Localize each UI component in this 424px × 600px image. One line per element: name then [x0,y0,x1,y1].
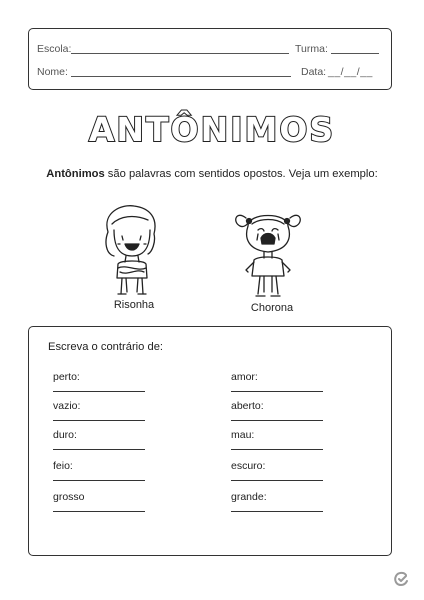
escola-label: Escola: [37,43,72,55]
turma-field[interactable] [331,53,379,54]
word-label: perto: [53,371,80,383]
data-label: Data: [301,66,327,78]
nome-field[interactable] [71,76,291,77]
checkmark-logo-icon [392,570,410,588]
answer-line[interactable] [53,391,145,392]
page-title: ANTÔNIMOS [88,110,336,149]
exercise-box [28,326,392,556]
intro-rest: são palavras com sentidos opostos. Veja um exemplo: [104,168,378,180]
exercise-instruction: Escreva o contrário de: [48,341,164,353]
nome-label: Nome: [37,66,68,78]
answer-line[interactable] [231,391,323,392]
intro-text [0,168,424,180]
word-label: grosso [53,491,85,503]
turma-label: Turma: [295,43,328,55]
word-label: aberto: [231,400,264,412]
intro-bold-term: Antônimos [46,168,105,180]
caption-risonha: Risonha [113,299,155,311]
answer-line[interactable] [53,480,145,481]
answer-line[interactable] [53,511,145,512]
answer-line[interactable] [231,420,323,421]
word-label: vazio: [53,400,81,412]
crying-girl-illustration [230,204,306,304]
answer-line[interactable] [231,480,323,481]
header-box [28,28,392,90]
answer-line[interactable] [53,449,145,450]
caption-chorona: Chorona [250,302,294,314]
word-label: escuro: [231,460,266,472]
escola-field[interactable] [71,53,289,54]
answer-line[interactable] [231,511,323,512]
data-field[interactable]: __/__/__ [328,66,373,78]
word-label: mau: [231,429,255,441]
answer-line[interactable] [231,449,323,450]
word-label: amor: [231,371,258,383]
word-label: grande: [231,491,267,503]
answer-line[interactable] [53,420,145,421]
smiling-girl-illustration [92,202,172,302]
word-label: duro: [53,429,77,441]
word-label: feio: [53,460,73,472]
